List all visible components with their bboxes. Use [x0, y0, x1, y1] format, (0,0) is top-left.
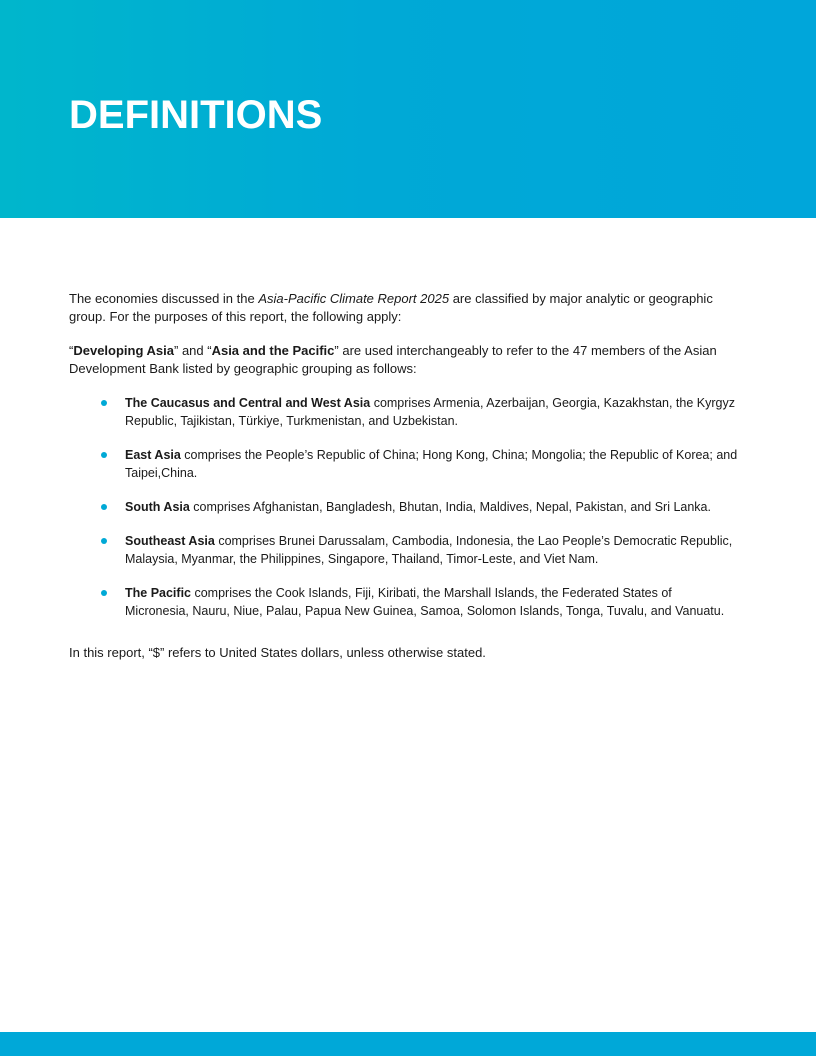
page-title: DEFINITIONS: [69, 93, 323, 137]
term-separator: ” and “: [174, 343, 212, 358]
list-item: [69, 394, 739, 430]
intro-text-before: The economies discussed in the: [69, 291, 259, 306]
developing-asia-paragraph: [69, 342, 739, 378]
bullet-icon: [101, 400, 107, 406]
list-item: [69, 584, 739, 620]
intro-text-after: are classified by major analytic or geographic group. For the purposes of this report, the following apply:: [69, 291, 713, 324]
bullet-icon: [101, 590, 107, 596]
group-text: comprises the Cook Islands, Fiji, Kiribati, the Marshall Islands, the Federated States of Micronesia, Nauru, Niue, Palau, Papua New Guinea, Samoa, Solomon Islands, Tonga, Tuvalu, and Vanuatu.: [125, 586, 725, 618]
list-item: [69, 498, 739, 516]
group-name: East Asia: [125, 448, 181, 462]
bullet-icon: [101, 504, 107, 510]
group-name: The Pacific: [125, 586, 191, 600]
header-band: [0, 0, 816, 218]
group-name: South Asia: [125, 500, 190, 514]
group-text: comprises the People’s Republic of China; Hong Kong, China; Mongolia; the Republic of Korea; and Taipei,China.: [125, 448, 738, 480]
group-text: comprises Brunei Darussalam, Cambodia, Indonesia, the Lao People’s Democratic Republic, Malaysia, Myanmar, the Philippines, Singapore, Thailand, Timor-Leste, and Viet Nam.: [125, 534, 733, 566]
intro-paragraph: [69, 290, 739, 326]
list-item: [69, 532, 739, 568]
term-developing-asia: Developing Asia: [73, 343, 174, 358]
bullet-icon: [101, 452, 107, 458]
group-text: comprises Afghanistan, Bangladesh, Bhutan, India, Maldives, Nepal, Pakistan, and Sri Lanka.: [189, 500, 711, 514]
currency-note: In this report, “$” refers to United States dollars, unless otherwise stated.: [69, 645, 486, 660]
group-name: The Caucasus and Central and West Asia: [125, 396, 371, 410]
list-item: [69, 446, 739, 482]
developing-asia-rest: ” are used interchangeably to refer to the 47 members of the Asian Development Bank listed by geographic grouping as follows:: [69, 343, 717, 376]
group-list: [69, 394, 739, 620]
footer-band: [0, 1032, 816, 1056]
group-name: Southeast Asia: [125, 534, 215, 548]
main-content: [69, 290, 739, 662]
group-text: comprises Armenia, Azerbaijan, Georgia, Kazakhstan, the Kyrgyz Republic, Tajikistan, Türkiye, Turkmenistan, and Uzbekistan.: [125, 396, 735, 428]
bullet-icon: [101, 538, 107, 544]
open-quote: “: [69, 343, 74, 358]
term-asia-and-the-pacific: Asia and the Pacific: [211, 343, 335, 358]
report-title-italic: Asia-Pacific Climate Report 2025: [258, 291, 450, 306]
